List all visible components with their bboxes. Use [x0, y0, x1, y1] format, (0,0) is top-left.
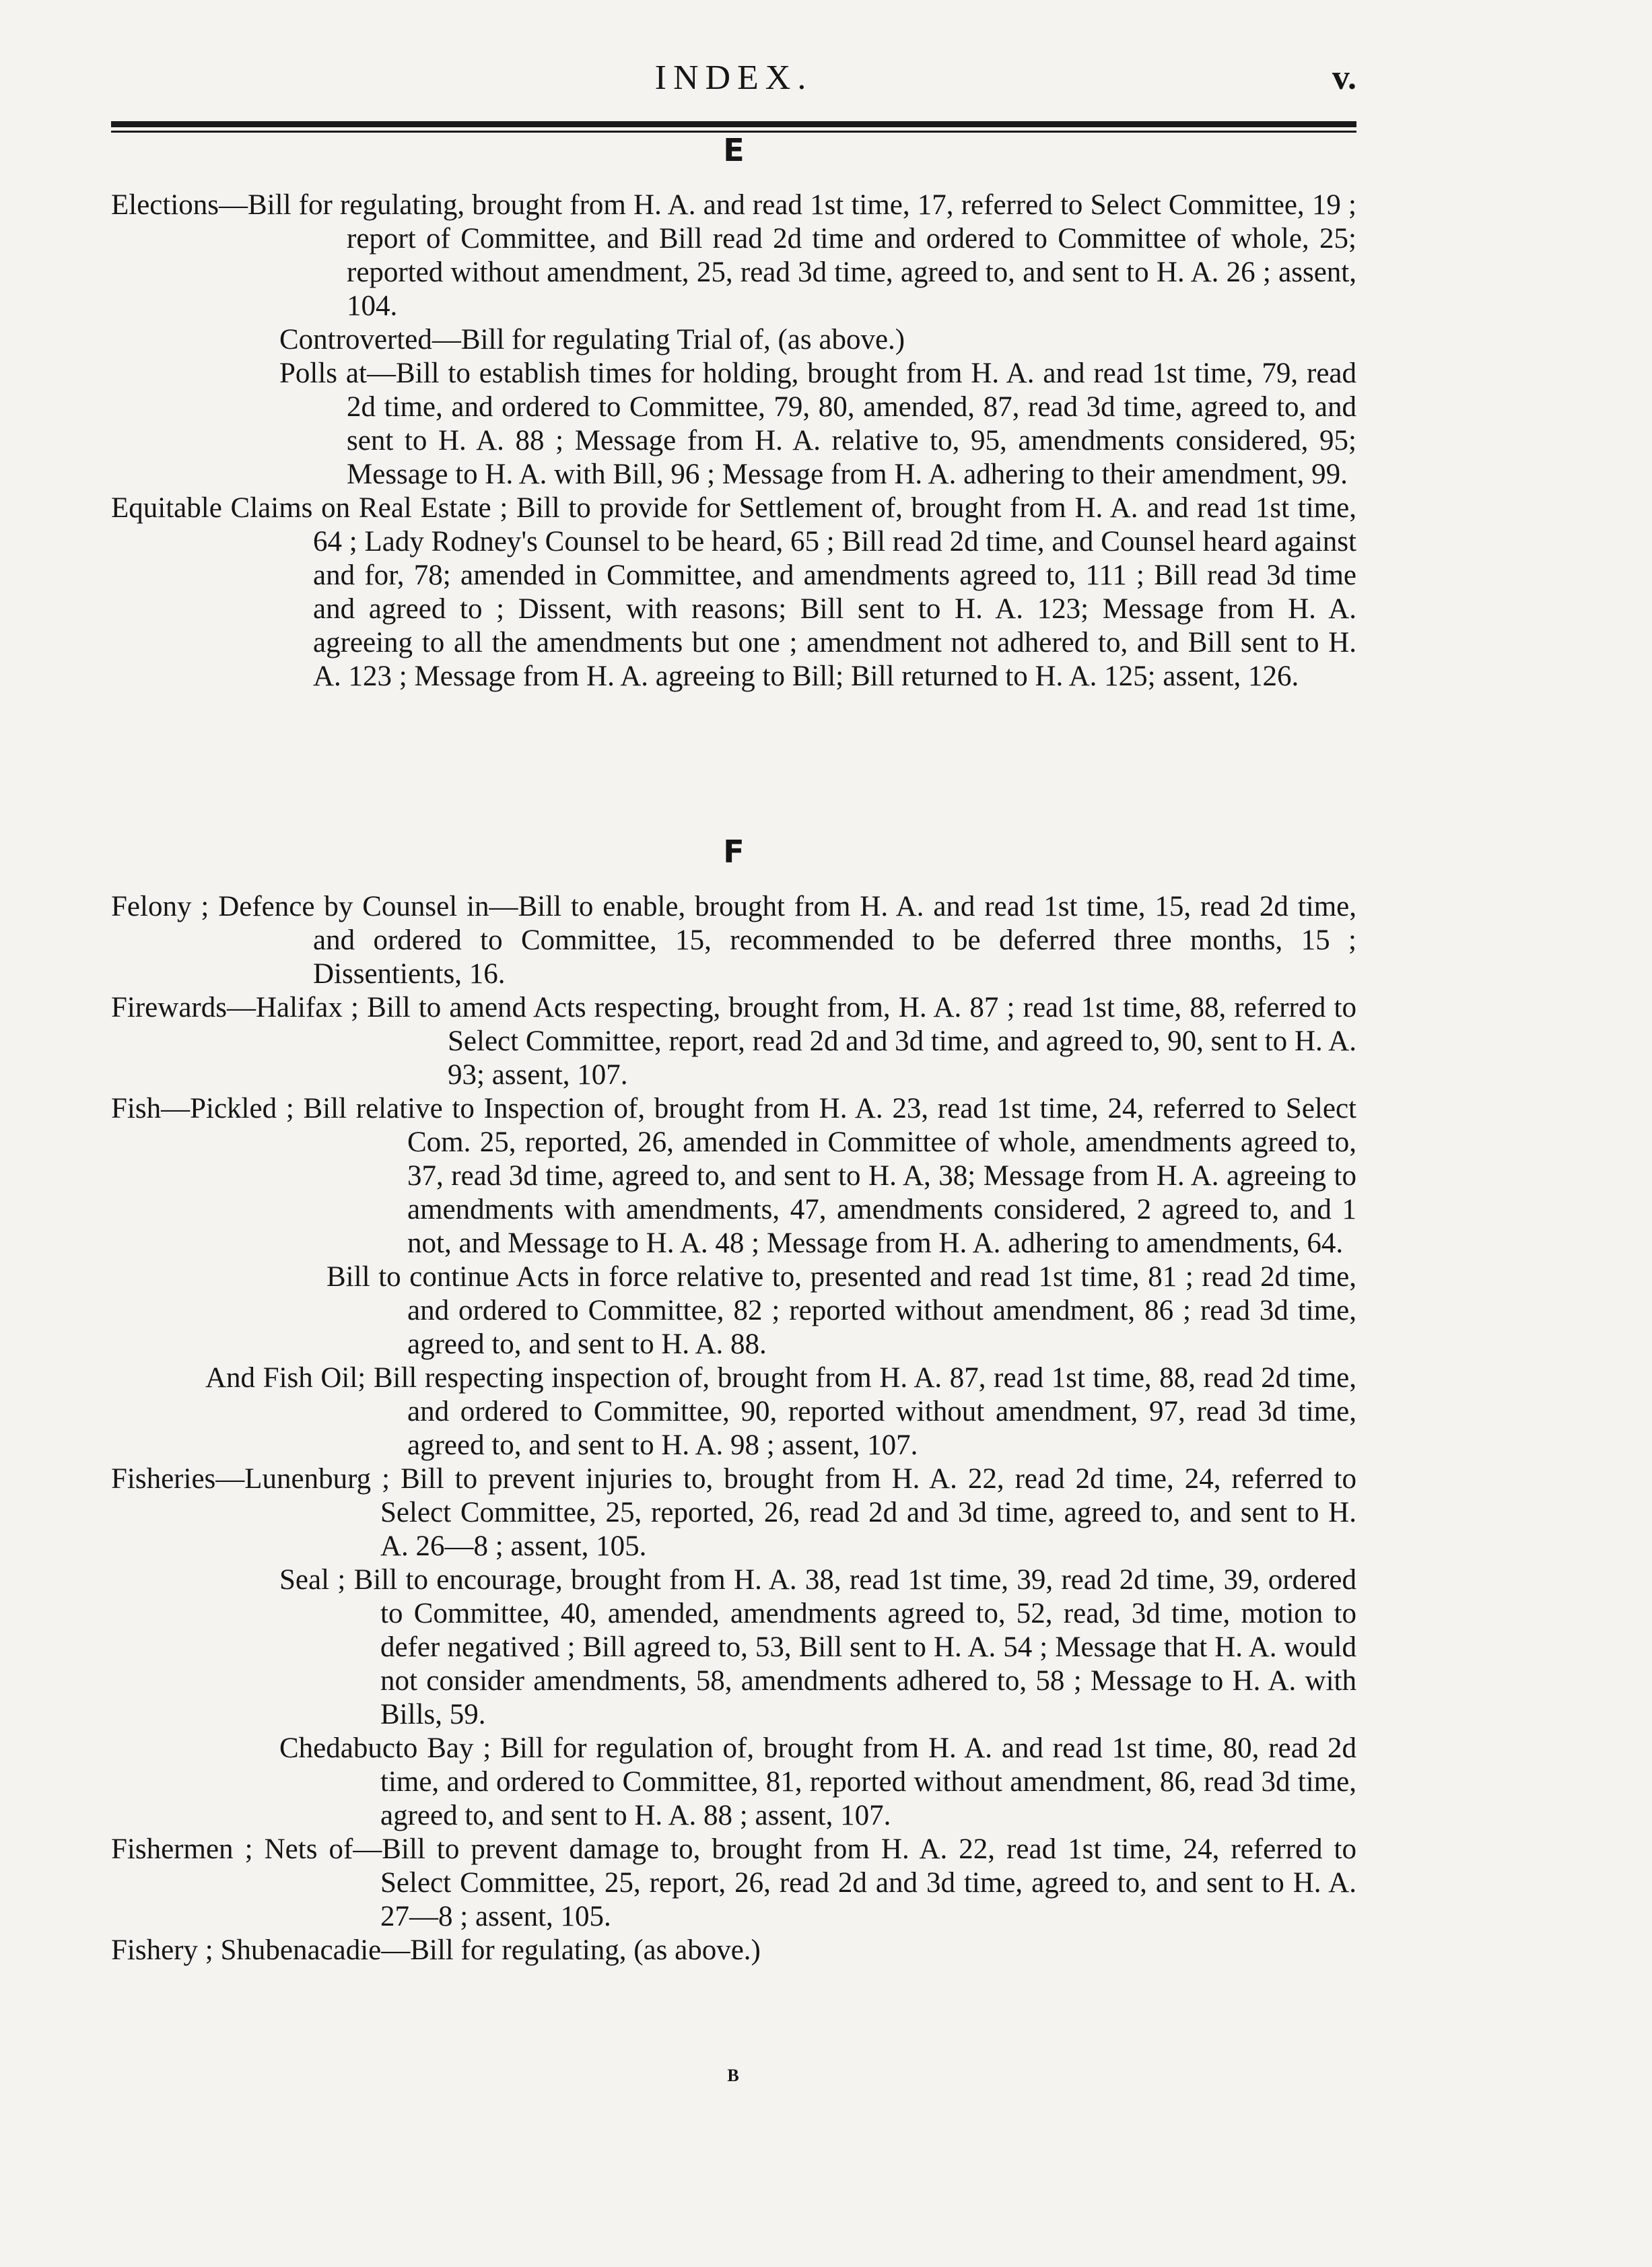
- index-entry: Polls at—Bill to establish times for holding, brought from H. A. and read 1st time, 79, read 2d time, and ordered to Committee, 79, 80, amended, 87, read 3d time, agreed to, and sent to H. A. 88 ; Message from H. A. relative to, 95, amendments considered, 95; Message to H. A. with Bill, 96 ; Message from H. A. adhering to their amendment, 99.: [279, 358, 1356, 490]
- index-entry: Controverted—Bill for regulating Trial of, (as above.): [279, 324, 905, 356]
- index-entry: Equitable Claims on Real Estate ; Bill to provide for Settlement of, brought from H. A. and read 1st time, 64 ; Lady Rodney's Counsel to be heard, 65 ; Bill read 2d time, and Counsel heard against and for, 78; amended in Committee, and amendments agreed to, 111 ; Bill read 3d time and agreed to ; Dissent, with reasons; Bill sent to H. A. 123; Message from H. A. agreeing to all the amendments but one ; amendment not adhered to, and Bill sent to H. A. 123 ; Message from H. A. agreeing to Bill; Bill returned to H. A. 125; assent, 126.: [111, 492, 1356, 692]
- section-letter-e: E: [723, 132, 745, 168]
- running-header: [111, 54, 1356, 101]
- index-entry: Fish—Pickled ; Bill relative to Inspection of, brought from H. A. 23, read 1st time, 24, referred to Select Com. 25, reported, 26, amended in Committee of whole, amendments agreed to, 37, read 3d time, agreed to, and sent to H. A, 38; Message from H. A. agreeing to amendments with amendments, 47, amendments considered, 2 agreed to, and 1 not, and Message to H. A. 48 ; Message from H. A. adhering to amendments, 64.: [111, 1093, 1356, 1259]
- index-entry: Fishery ; Shubenacadie—Bill for regulating, (as above.): [111, 1934, 761, 1966]
- index-entry: Firewards—Halifax ; Bill to amend Acts respecting, brought from, H. A. 87 ; read 1st time, 88, referred to Select Committee, report, read 2d and 3d time, and agreed to, 90, sent to H. A. 93; assent, 107.: [111, 992, 1356, 1091]
- index-entry: Seal ; Bill to encourage, brought from H. A. 38, read 1st time, 39, read 2d time, 39, ordered to Committee, 40, amended, amendments agreed to, 52, read, 3d time, motion to defer negatived ; Bill agreed to, 53, Bill sent to H. A. 54 ; Message that H. A. would not consider amendments, 58, amendments adhered to, 58 ; Message to H. A. with Bills, 59.: [279, 1564, 1356, 1730]
- section-f-entries: [111, 890, 1356, 1967]
- index-entry: Bill to continue Acts in force relative to, presented and read 1st time, 81 ; read 2d time, and ordered to Committee, 82 ; reported without amendment, 86 ; read 3d time, agreed to, and sent to H. A. 88.: [326, 1261, 1356, 1360]
- index-entry: Fisheries—Lunenburg ; Bill to prevent injuries to, brought from H. A. 22, read 2d time, 24, referred to Select Committee, 25, reported, 26, read 2d and 3d time, agreed to, and sent to H. A. 26—8 ; assent, 105.: [111, 1463, 1356, 1562]
- page-title: INDEX.: [654, 59, 813, 97]
- index-entry: Chedabucto Bay ; Bill for regulation of, brought from H. A. and read 1st time, 80, read 2d time, and ordered to Committee, 81, reported without amendment, 86, read 3d time, agreed to, and sent to H. A. 88 ; assent, 107.: [279, 1732, 1356, 1831]
- section-e-entries: [111, 189, 1356, 693]
- index-entry: And Fish Oil; Bill respecting inspection of, brought from H. A. 87, read 1st time, 88, read 2d time, and ordered to Committee, 90, reported without amendment, 97, read 3d time, agreed to, and sent to H. A. 98 ; assent, 107.: [205, 1362, 1356, 1461]
- header-rule-thick: [111, 121, 1356, 127]
- section-letter-f: F: [723, 834, 745, 870]
- index-entry: Elections—Bill for regulating, brought from H. A. and read 1st time, 17, referred to Select Committee, 19 ; report of Committee, and Bill read 2d time and ordered to Committee of whole, 25; reported without amendment, 25, read 3d time, agreed to, and sent to H. A. 26 ; assent, 104.: [111, 189, 1356, 322]
- index-entry: Felony ; Defence by Counsel in—Bill to enable, brought from H. A. and read 1st time, 15, read 2d time, and ordered to Committee, 15, recommended to be deferred three months, 15 ; Dissentients, 16.: [111, 891, 1356, 990]
- index-entry: Fishermen ; Nets of—Bill to prevent damage to, brought from H. A. 22, read 1st time, 24, referred to Select Committee, 25, report, 26, read 2d and 3d time, agreed to, and sent to H. A. 27—8 ; assent, 105.: [111, 1833, 1356, 1932]
- page-number: v.: [1332, 59, 1356, 97]
- signature-mark: B: [727, 2066, 741, 2085]
